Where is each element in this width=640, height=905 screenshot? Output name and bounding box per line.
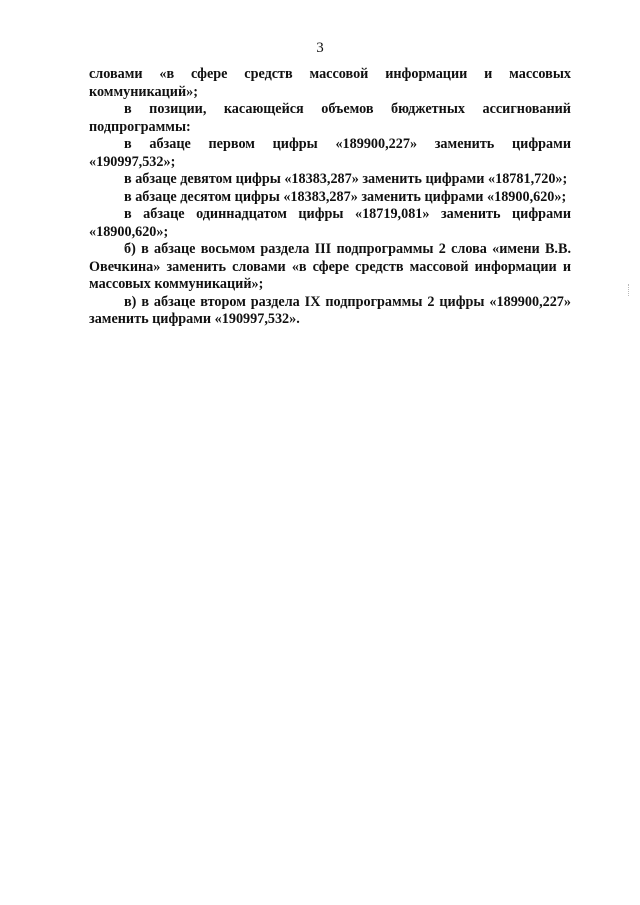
- paragraph: в абзаце девятом цифры «18383,287» заменить цифрами «18781,720»;: [124, 171, 568, 187]
- document-body: [89, 66, 571, 329]
- page-number: 3: [316, 40, 324, 56]
- paragraph: в позиции, касающейся объемов бюджетных ассигнований подпрограммы:: [89, 101, 571, 135]
- paragraph: в) в абзаце втором раздела IX подпрограммы 2 цифры «189900,227» заменить цифрами «190997,532».: [89, 293, 571, 327]
- paragraph: словами «в сфере средств массовой информации и массовых коммуникаций»;: [89, 66, 571, 100]
- paragraph: в абзаце одиннадцатом цифры «18719,081» заменить цифрами «18900,620»;: [89, 206, 571, 240]
- paragraph: в абзаце десятом цифры «18383,287» заменить цифрами «18900,620»;: [124, 188, 567, 205]
- paragraph: в абзаце первом цифры «189900,227» заменить цифрами «190997,532»;: [89, 136, 571, 170]
- paragraph: б) в абзаце восьмом раздела III подпрограммы 2 слова «имени В.В. Овечкина» заменить словами «в сфере средств массовой информации и массовых коммуникаций»;: [89, 241, 571, 292]
- scan-artifact: [628, 284, 630, 296]
